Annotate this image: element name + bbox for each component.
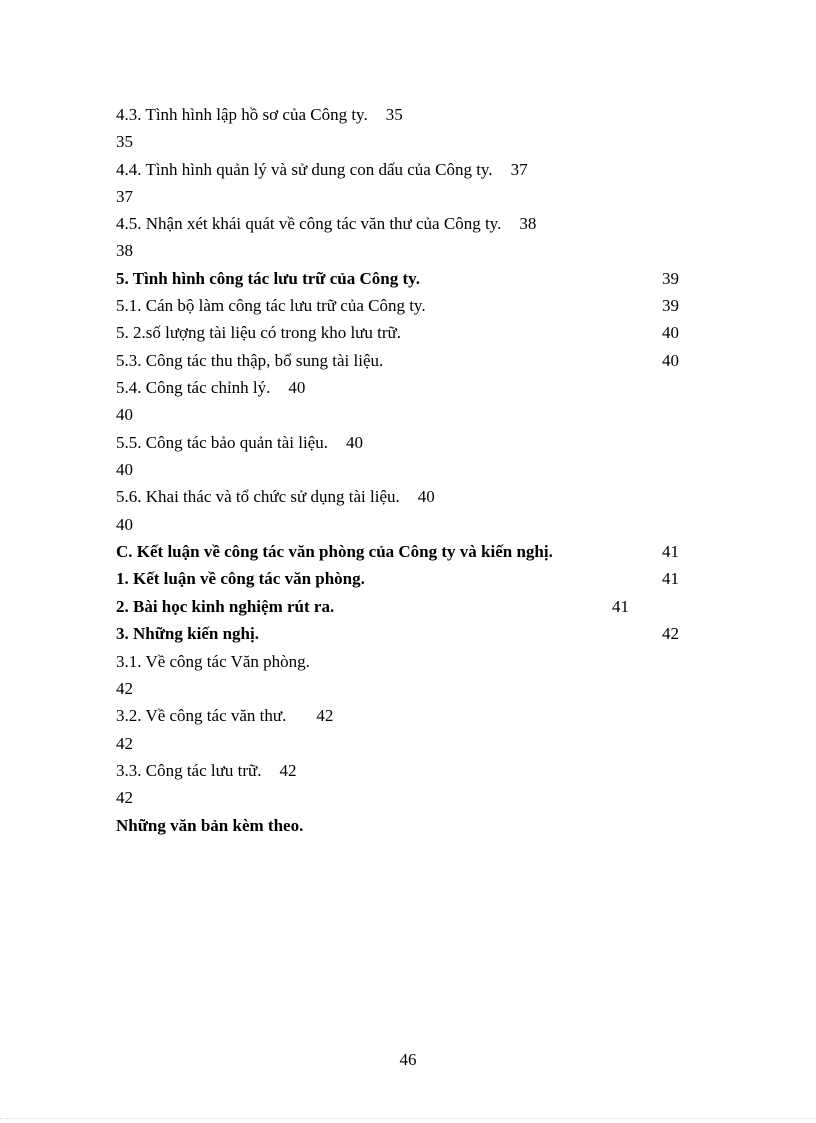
toc-entry-page: 40: [662, 323, 679, 342]
toc-entry-wrap-page: 37: [116, 187, 133, 206]
toc-entry-page: 39: [662, 269, 679, 288]
toc-entry-text: 4.5. Nhận xét khái quát về công tác văn thư của Công ty.: [116, 214, 502, 233]
toc-heading-5: 5. Tình hình công tác lưu trữ của Công ty.: [116, 269, 420, 288]
toc-entry-wrap-page: 42: [116, 788, 133, 807]
toc-entry-page: 42: [662, 624, 679, 643]
toc-entry-page: 37: [510, 160, 528, 179]
toc-entry-3-1: 3.1. Về công tác Văn phòng.: [116, 652, 310, 671]
toc-entry-page: 35: [385, 105, 403, 124]
toc-entry-5-2: 5. 2.số lượng tài liệu có trong kho lưu trữ.: [116, 323, 401, 342]
toc-heading-1: 1. Kết luận về công tác văn phòng.: [116, 569, 365, 588]
toc-entry-text: 3.3. Công tác lưu trữ.: [116, 761, 262, 780]
toc-entry-page: 40: [662, 351, 679, 370]
toc-entry-3-3: [116, 757, 296, 784]
toc-heading-c: C. Kết luận về công tác văn phòng của Công ty và kiến nghị.: [116, 542, 553, 561]
toc-entry-5-4: [116, 374, 305, 401]
toc-entry-wrap-page: 40: [116, 460, 133, 479]
toc-entry-page: 42: [316, 706, 334, 725]
toc-entry-5-1: 5.1. Cán bộ làm công tác lưu trữ của Công ty.: [116, 296, 426, 315]
toc-entry-3-2: [116, 702, 333, 729]
toc-entry-text: 4.3. Tình hình lập hồ sơ của Công ty.: [116, 105, 368, 124]
toc-entry-page: 41: [662, 569, 679, 588]
toc-entry-4-4: [116, 156, 528, 183]
toc-entry-wrap-page: 42: [116, 679, 133, 698]
page-number: 46: [399, 1050, 417, 1069]
toc-entry-wrap-page: 40: [116, 405, 133, 424]
toc-entry-wrap-page: 35: [116, 132, 133, 151]
toc-entry-5-3: 5.3. Công tác thu thập, bổ sung tài liệu.: [116, 351, 384, 370]
toc-entry-text: 3.2. Về công tác văn thư.: [116, 706, 287, 725]
toc-entry-page: 40: [345, 433, 363, 452]
toc-entry-wrap-page: 38: [116, 241, 133, 260]
toc-entry-4-3: [116, 101, 403, 128]
toc-entry-page: 41: [612, 597, 629, 616]
toc-entry-5-6: [116, 483, 435, 510]
toc-entry-page: 42: [279, 761, 297, 780]
page-bottom-divider: [0, 1118, 816, 1119]
toc-entry-wrap-page: 42: [116, 734, 133, 753]
toc-entry-page: 38: [519, 214, 537, 233]
toc-entry-text: 5.4. Công tác chỉnh lý.: [116, 378, 271, 397]
toc-entry-page: 41: [662, 542, 679, 561]
toc-entry-5-5: [116, 429, 363, 456]
toc-entry-4-5: [116, 210, 536, 237]
toc-entry-text: 5.6. Khai thác và tổ chức sử dụng tài liệu.: [116, 487, 400, 506]
toc-entry-page: 39: [662, 296, 679, 315]
toc-heading-2: 2. Bài học kinh nghiệm rút ra.: [116, 597, 335, 616]
toc-heading-3: 3. Những kiến nghị.: [116, 624, 259, 643]
toc-entry-page: 40: [288, 378, 306, 397]
toc-entry-text: 4.4. Tình hình quản lý và sử dung con dấu của Công ty.: [116, 160, 493, 179]
toc-entry-wrap-page: 40: [116, 515, 133, 534]
toc-entry-page: 40: [417, 487, 435, 506]
toc-entry-text: 5.5. Công tác bảo quản tài liệu.: [116, 433, 328, 452]
toc-heading-attachments: Những văn bản kèm theo.: [116, 816, 304, 835]
